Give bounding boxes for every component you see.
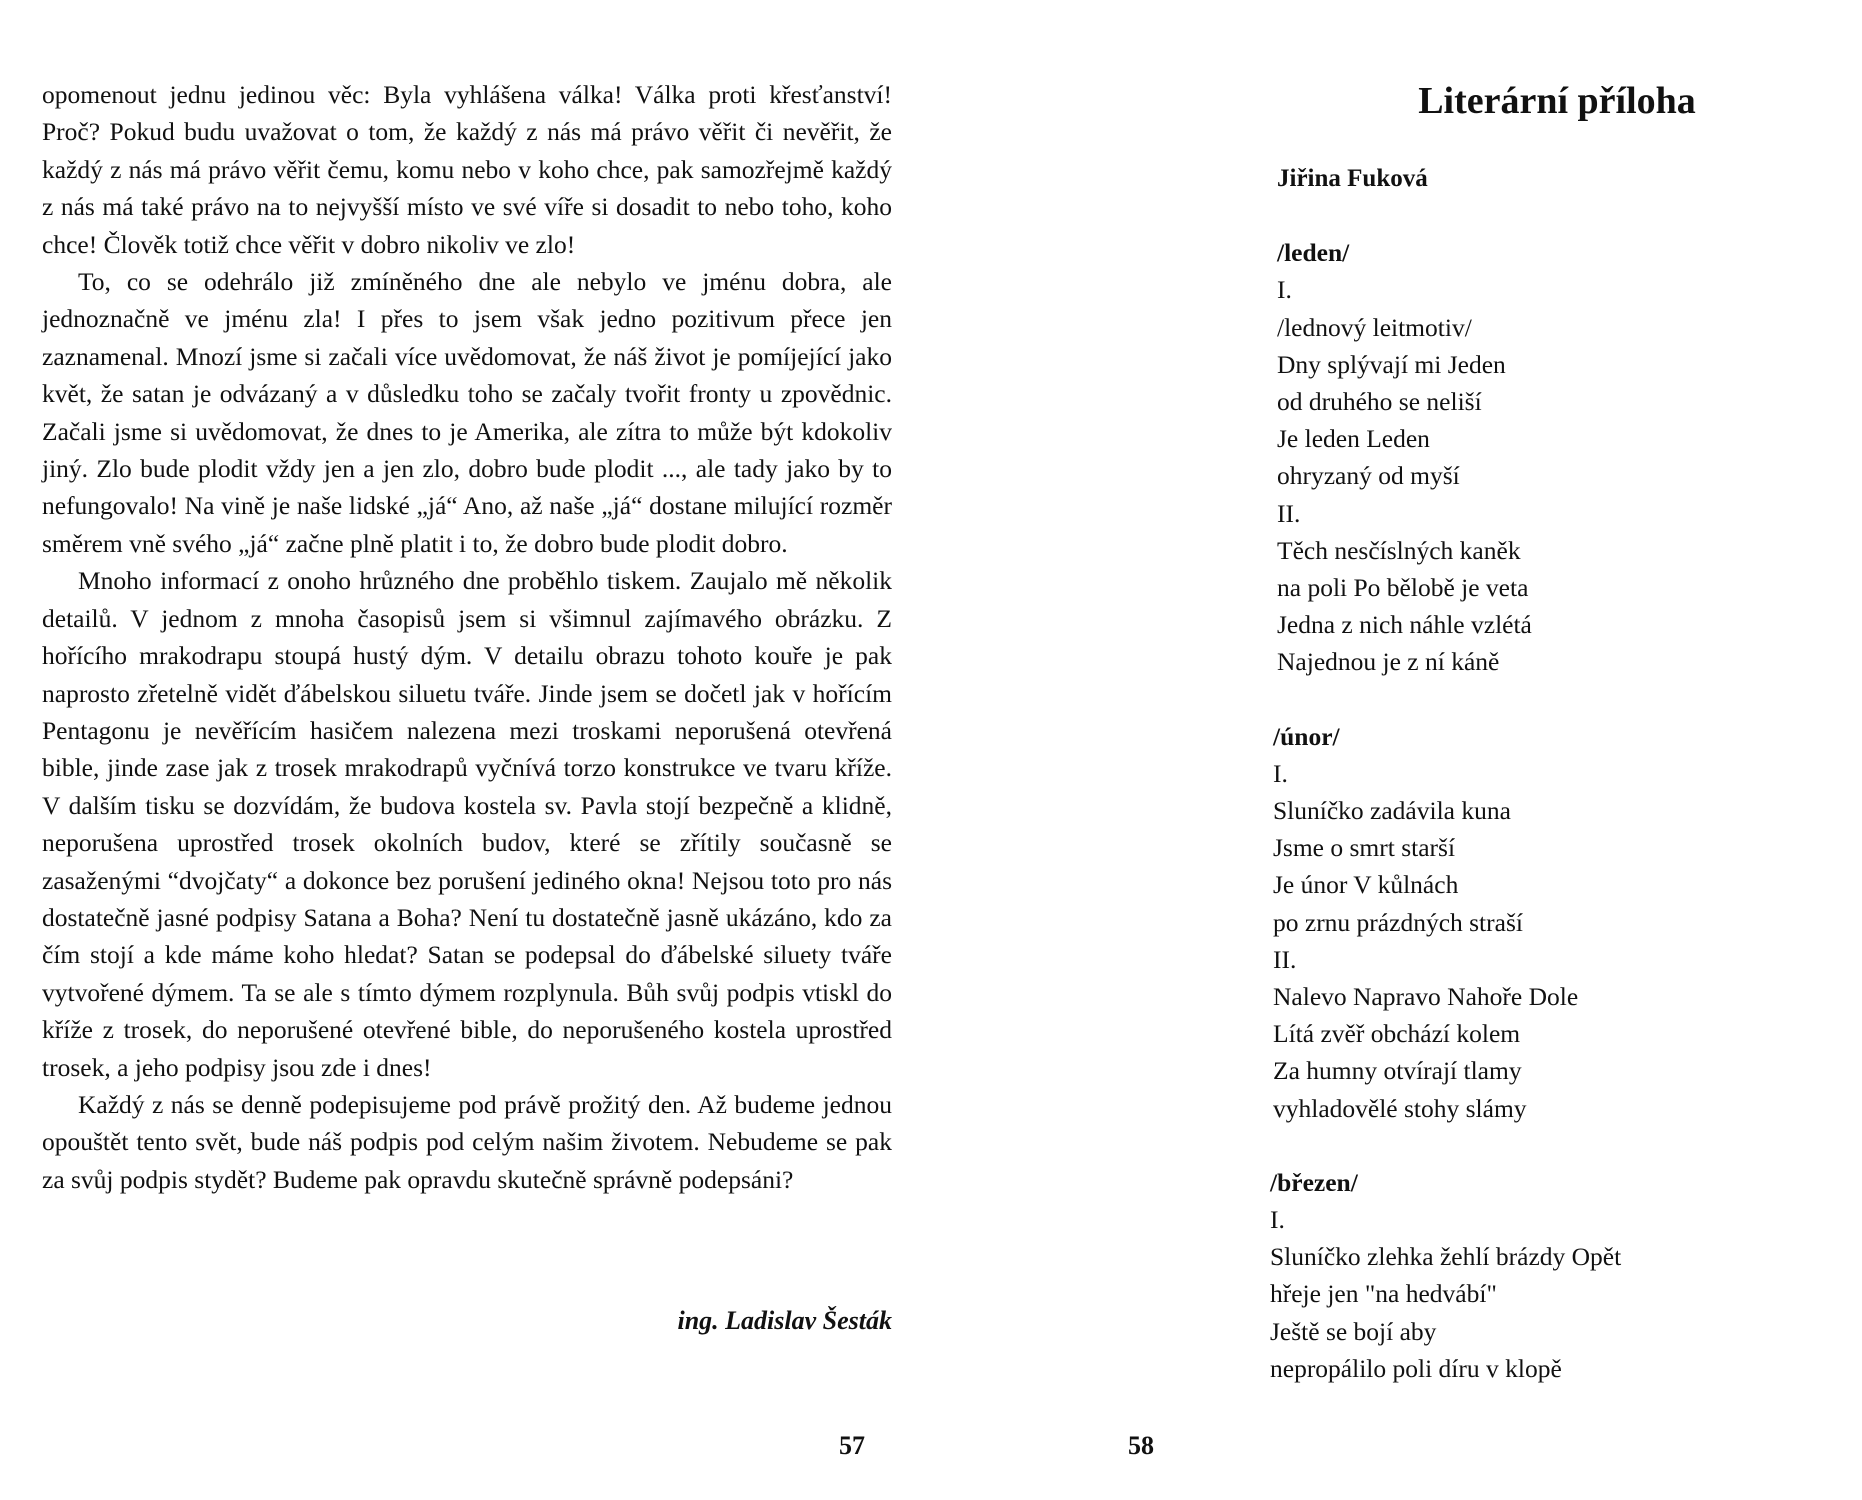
poem-line: ohryzaný od myší — [1277, 461, 1460, 491]
poem-line: /lednový leitmotiv/ — [1277, 312, 1472, 342]
poem-line: I. — [1273, 758, 1288, 788]
poem-line: od druhého se neliší — [1277, 387, 1482, 417]
poem-line: Za humny otvírají tlamy — [1273, 1056, 1522, 1086]
month-title: /únor/ — [1273, 721, 1340, 751]
poem-line: Najednou je z ní káně — [1277, 647, 1500, 677]
month-title: /březen/ — [1270, 1167, 1358, 1197]
poem-line: hřeje jen "na hedvábí" — [1270, 1279, 1497, 1309]
poem-line: II. — [1273, 944, 1297, 974]
month-march — [1270, 1164, 1830, 1387]
poem-line: Je únor V kůlnách — [1273, 870, 1459, 900]
poem-line: I. — [1277, 275, 1292, 305]
paragraph: Každý z nás se denně podepisujeme pod právě prožitý den. Až budeme jednou opouštět tento svět, bude náš podpis pod celým našim životem. Nebudeme se pak za svůj podpis stydět? Budeme pak opravdu skutečně správně podepsáni? — [42, 1089, 892, 1194]
author-signature: ing. Ladislav Šesták — [677, 1306, 892, 1335]
month-february — [1273, 718, 1830, 1127]
page-number-left: 57 — [839, 1431, 865, 1460]
paragraph: opomenout jednu jedinou věc: Byla vyhlášena válka! Válka proti křesťanství! Proč? Pokud budu uvažovat o tom, že každý z nás má právo věřit či nevěřit, že každý z nás má právo věřit čemu, komu nebo v koho chce, pak samozřejmě každý z nás má také právo na to nejvyšší místo ve své víře si dosadit to nebo toho, koho chce! Člověk totiž chce věřit v dobro nikoliv ve zlo! — [42, 80, 892, 259]
poem-line: na poli Po bělobě je veta — [1277, 573, 1529, 603]
poem-line: Těch nesčíslných kaněk — [1277, 535, 1521, 565]
left-page-text — [42, 76, 892, 1198]
poem-line: I. — [1270, 1205, 1285, 1235]
poem-line: Je leden Leden — [1277, 424, 1430, 454]
poem-line: Ještě se bojí aby — [1270, 1316, 1437, 1346]
poem-line: Jedna z nich náhle vzlétá — [1277, 610, 1532, 640]
poem-line: II. — [1277, 498, 1301, 528]
poem-line: Dny splývají mi Jeden — [1277, 349, 1506, 379]
poem-line: Jsme o smrt starší — [1273, 833, 1456, 863]
poem-line: Sluníčko zlehka žehlí brázdy Opět — [1270, 1242, 1622, 1272]
poem-line: Sluníčko zadávila kuna — [1273, 796, 1511, 826]
poem-line: Nalevo Napravo Nahoře Dole — [1273, 982, 1579, 1012]
month-title: /leden/ — [1277, 238, 1350, 268]
month-january — [1277, 234, 1830, 680]
poem-line: nepropálilo poli díru v klopě — [1270, 1353, 1562, 1383]
poem-line: po zrnu prázdných straší — [1273, 907, 1523, 937]
paragraph: To, co se odehrálo již zmíněného dne ale nebylo ve jménu dobra, ale jednoznačně ve jménu zla! I přes to jsem však jedno pozitivum přece jen zaznamenal. Mnozí jsme si začali více uvědomovat, že náš život je pomíjející jako květ, že satan je odvázaný a v důsledku toho se začaly tvořit fronty u zpovědnic. Začali jsme si uvědomovat, že dnes to je Amerika, ale zítra to může být kdokoliv jiný. Zlo bude plodit vždy jen a jen zlo, dobro bude plodit ..., ale tady jako by to nefungovalo! Na vině je naše lidské „já“ Ano, až naše „já“ dostane milující rozměr směrem vně svého „já“ začne plně platit i to, že dobro bude plodit dobro. — [42, 267, 892, 558]
section-title: Literární příloha — [1418, 80, 1696, 122]
paragraph: Mnoho informací z onoho hrůzného dne proběhlo tiskem. Zaujalo mě několik detailů. V jednom z mnoha časopisů jsem si všimnul zajímavého obrázku. Z hořícího mrakodrapu stoupá hustý dým. V detailu obrazu tohoto kouře je pak naprosto zřetelně vidět ďábelskou siluetu tváře. Jinde jsem se dočetl jak v hořícím Pentagonu je nevěřícím hasičem nalezena mezi troskami neporušená otevřená bible, jinde zase jak z trosek mrakodrapů vyčnívá torzo konstrukce ve tvaru kříže. V dalším tisku se dozvídám, že budova kostela sv. Pavla stojí bezpečně a klidně, neporušena uprostřed trosek okolních budov, které se zřítily současně se zasaženými “dvojčaty“ a dokonce bez porušení jediného okna! Nejsou toto pro nás dostatečně jasné podpisy Satana a Boha? Není tu dostatečně jasně ukázáno, kdo za čím stojí a kde máme koho hledat? Satan se podepsal do ďábelské siluety tváře vytvořené dýmem. Ta se ale s tímto dýmem rozplynula. Bůh svůj podpis vtiskl do kříže z trosek, do neporušené otevřené bible, do neporušeného kostela uprostřed trosek, a jeho podpisy jsou zde i dnes! — [42, 566, 892, 1082]
poem-line: vyhladovělé stohy slámy — [1273, 1093, 1527, 1123]
poem-author: Jiřina Fuková — [1277, 165, 1428, 192]
right-page-poems — [1270, 160, 1830, 1387]
poem-line: Lítá zvěř obchází kolem — [1273, 1019, 1521, 1049]
page-number-right: 58 — [1128, 1431, 1154, 1460]
